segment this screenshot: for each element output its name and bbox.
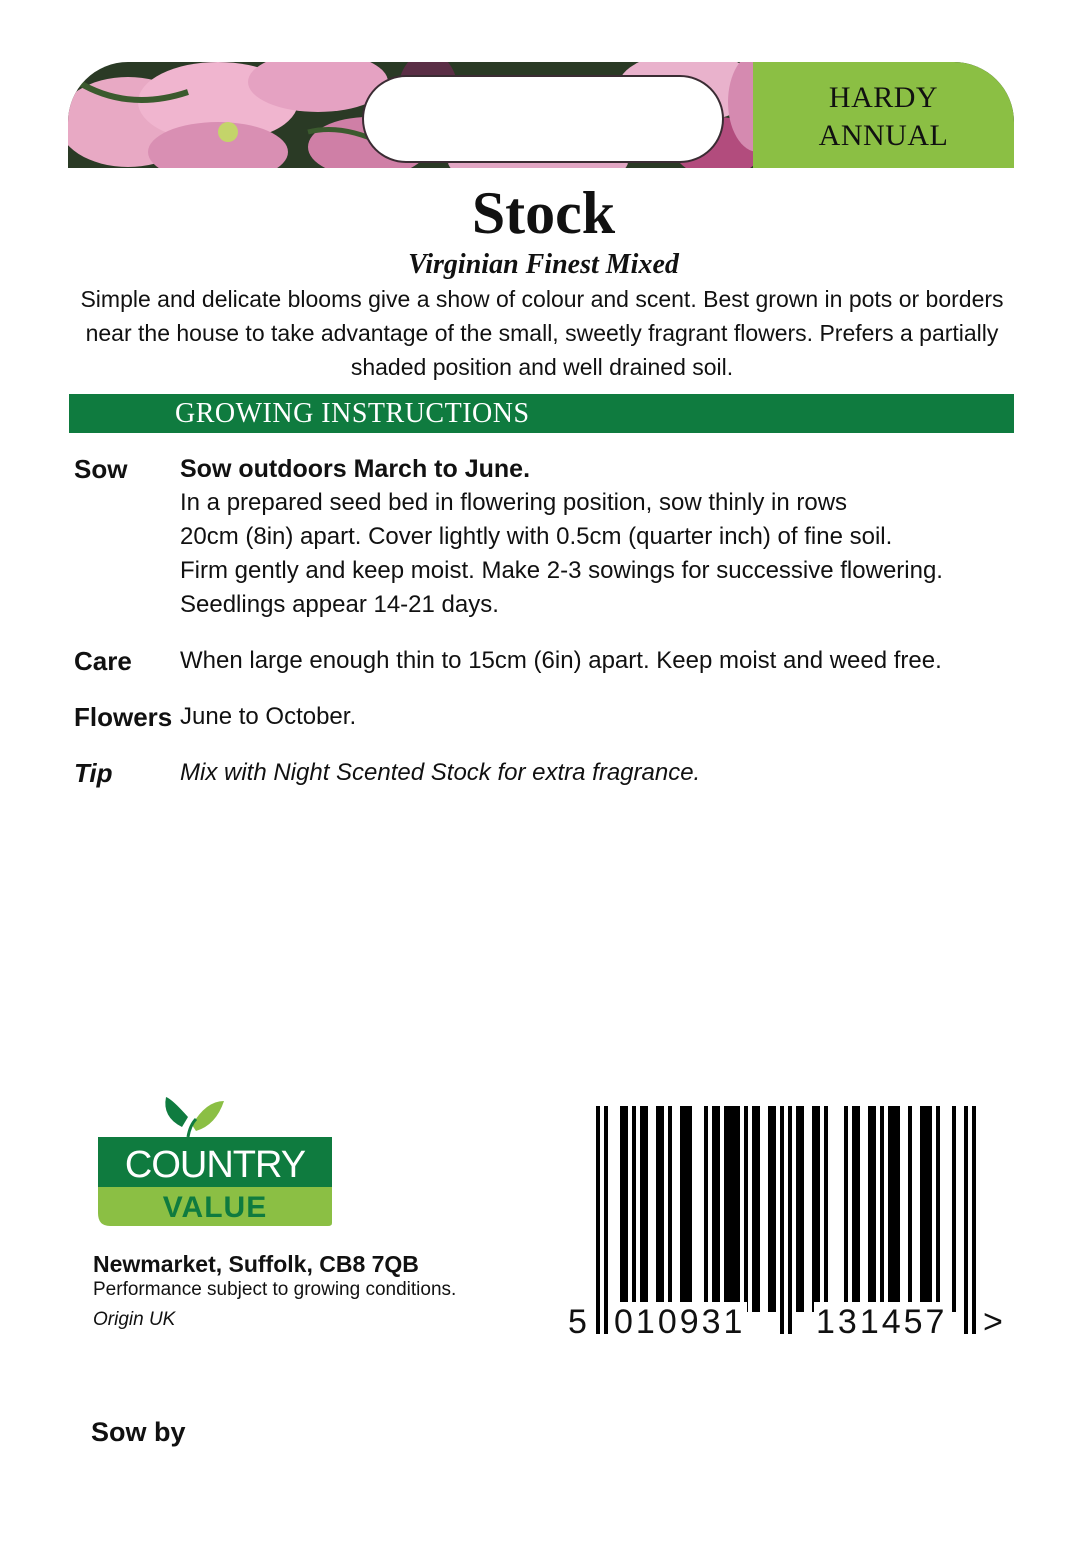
instruction-tip: [74, 756, 1014, 790]
sow-line-2: 20cm (8in) apart. Cover lightly with 0.5cm (quarter inch) of fine soil.: [180, 523, 893, 550]
product-name: Stock: [471, 180, 616, 246]
barcode-bar: [852, 1106, 856, 1312]
barcode-bar: [928, 1106, 932, 1312]
sow-text: [180, 452, 1014, 622]
country-value-logo: [96, 1095, 334, 1227]
packet-window: [362, 75, 724, 163]
barcode-bar: [908, 1106, 912, 1312]
care-label: Care: [74, 646, 132, 676]
barcode-bar: [796, 1106, 800, 1312]
barcode-quiet-mark: >: [983, 1303, 1003, 1341]
product-variety: Virginian Finest Mixed: [408, 249, 679, 280]
barcode-bar: [936, 1106, 940, 1312]
barcode-bar: [768, 1106, 772, 1312]
company-address: Newmarket, Suffolk, CB8 7QB: [93, 1251, 419, 1277]
sow-by-label: Sow by: [91, 1417, 186, 1447]
barcode-bar: [744, 1106, 748, 1312]
barcode-bar: [888, 1106, 892, 1312]
barcode-bar: [660, 1106, 664, 1312]
instruction-sow: [74, 452, 1014, 622]
barcode-bar: [724, 1106, 728, 1312]
barcode-bar: [872, 1106, 876, 1312]
instruction-flowers: [74, 700, 1014, 734]
barcode-bar: [644, 1106, 648, 1312]
barcode-bar: [688, 1106, 692, 1312]
barcode-bar: [728, 1106, 732, 1312]
tip-text: Mix with Night Scented Stock for extra fragrance.: [180, 759, 701, 786]
barcode-right-group: 131457: [816, 1303, 948, 1341]
barcode-guard-bar: [604, 1106, 608, 1334]
barcode-guard-bar: [964, 1106, 968, 1334]
barcode-bar: [736, 1106, 740, 1312]
barcode-bar: [880, 1106, 884, 1312]
barcode-bar: [624, 1106, 628, 1312]
section-heading-bar: [69, 394, 1014, 433]
tip-label: Tip: [74, 758, 113, 788]
barcode-bar: [640, 1106, 644, 1312]
barcode-guard-bar: [788, 1106, 792, 1334]
barcode-bar: [824, 1106, 828, 1312]
barcode-bar: [952, 1106, 956, 1312]
barcode-bar: [704, 1106, 708, 1312]
origin-text: Origin UK: [93, 1309, 176, 1330]
barcode-bar: [668, 1106, 672, 1312]
flowers-text: June to October.: [180, 703, 357, 730]
category-badge: [753, 62, 1014, 168]
barcode-bar: [632, 1106, 636, 1312]
logo-word-country: COUNTRY: [124, 1144, 306, 1186]
barcode-bar: [892, 1106, 896, 1312]
barcode-bar: [868, 1106, 872, 1312]
barcode-left-group: 010931: [614, 1303, 746, 1341]
barcode-bar: [712, 1106, 716, 1312]
category-line1: HARDY: [828, 81, 939, 114]
barcode-bar: [844, 1106, 848, 1312]
category-line2: ANNUAL: [818, 119, 949, 152]
logo-word-value: VALUE: [162, 1191, 268, 1224]
barcode-bar: [924, 1106, 928, 1312]
instruction-care: [74, 644, 1014, 678]
barcode-bar: [684, 1106, 688, 1312]
barcode-bar: [620, 1106, 624, 1312]
barcode-bar: [716, 1106, 720, 1312]
product-description: Simple and delicate blooms give a show of colour and scent. Best grown in pots or borders near the house to take advantage of the small, sweetly fragrant flowers. Prefers a partially shaded position and well drained soil.: [80, 286, 1004, 380]
barcode-bar: [896, 1106, 900, 1312]
sow-line-3: Firm gently and keep moist. Make 2-3 sowings for successive flowering.: [180, 557, 943, 584]
performance-disclaimer: Performance subject to growing conditions.: [93, 1279, 457, 1300]
care-text: When large enough thin to 15cm (6in) apart. Keep moist and weed free.: [180, 647, 942, 674]
barcode-bar: [816, 1106, 820, 1312]
barcode-bar: [772, 1106, 776, 1312]
barcode-bar: [732, 1106, 736, 1312]
growing-instructions: [74, 452, 1014, 790]
barcode-guard-bar: [596, 1106, 600, 1334]
barcode-bar: [856, 1106, 860, 1312]
barcode-bar: [656, 1106, 660, 1312]
sow-line-4: Seedlings appear 14-21 days.: [180, 591, 499, 618]
barcode-bar: [800, 1106, 804, 1312]
barcode-first-digit: 5: [568, 1303, 587, 1341]
sow-line-1: In a prepared seed bed in flowering position, sow thinly in rows: [180, 489, 848, 516]
barcode-bar: [752, 1106, 756, 1312]
sow-label: Sow: [74, 454, 128, 484]
barcode-guard-bar: [780, 1106, 784, 1334]
barcode-bar: [812, 1106, 816, 1312]
barcode-bar: [756, 1106, 760, 1312]
section-heading: GROWING INSTRUCTIONS: [175, 398, 530, 429]
barcode-bar: [920, 1106, 924, 1312]
sow-lead: Sow outdoors March to June.: [180, 455, 531, 483]
barcode-bar: [680, 1106, 684, 1312]
flowers-label: Flowers: [74, 702, 173, 732]
barcode-guard-bar: [972, 1106, 976, 1334]
